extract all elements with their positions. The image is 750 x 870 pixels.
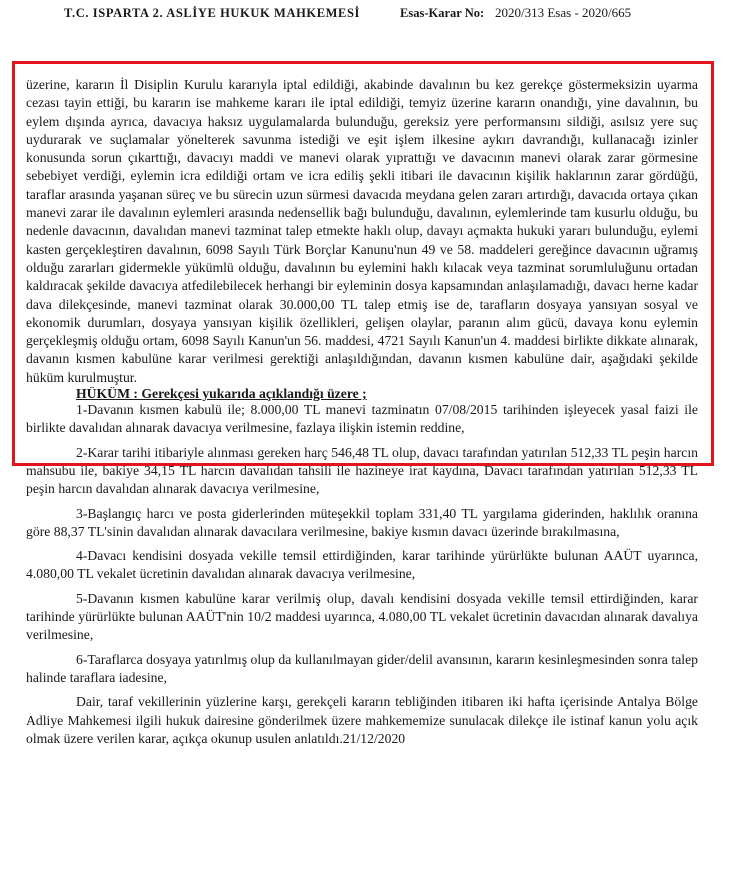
case-number: 2020/313 Esas - 2020/665 (495, 5, 632, 20)
verdict-item-4: 4-Davacı kendisini dosyada vekille temsil ettirdiğinden, karar tarihinde yürürlükte bulunan AAÜT uyarınca, 4.080,00 TL vekalet ücretinin davalıdan alınarak davacıya verilmesine, (26, 548, 698, 582)
court-title: T.C. ISPARTA 2. ASLİYE HUKUK MAHKEMESİ (64, 6, 361, 20)
verdict-item-3: 3-Başlangıç harcı ve posta giderlerinden müteşekkil toplam 331,40 TL yargılama giderinden, haklılık oranına göre 88,37 TL'sinin davalıdan alınarak davacılara verilmesine, bakiye kısmın davacı üzerinde bırakılmasına, (26, 505, 698, 539)
case-label: Esas-Karar No: (400, 6, 485, 20)
verdict-item-6: 6-Taraflarca dosyaya yatırılmış olup da kullanılmayan gider/delil avansının, kararın kesinleşmesinden sonra talep halinde taraflara iadesine, (26, 651, 698, 685)
verdict-item-1: 1-Davanın kısmen kabulü ile; 8.000,00 TL manevi tazminatın 07/08/2015 tarihinden işleyecek yasal faizi ile birlikte davalıdan alınarak davacıya verilmesine, fazlaya ilişkin istemin reddine, (26, 402, 698, 436)
verdict-heading: HÜKÜM : Gerekçesi yukarıda açıklandığı üzere ; (76, 387, 367, 402)
highlight-rectangle (12, 61, 714, 466)
reasoning-paragraph: üzerine, kararın İl Disiplin Kurulu kararıyla iptal edildiği, akabinde davalının bu kez gerekçe göstermeksizin uyarma cezası tayin ettiği, bu kararın ise mahkeme kararı ile iptal edildiği, temyiz üzerine kararın onandığı, yine davalının, bu eylem dışında ayrıca, davacıya haksız uygulamalarda bulunduğu, gereksiz yere performansını sildiği, asılsız yere suç uydurarak ve suçlamalar yönelterek savunma istediği ve eşit işlem ilkesine aykırı davrandığı, kullanacağı izinler konusunda sorun çıkarttığı, davacıyı maddi ve manevi olarak yıprattığı ve davacının manevi olarak zarar görmesine sebebiyet verdiği, eylemin icra edildiği ortam ve icra ediliş şekli itibari ile davacının kişilik haklarının zarar gördüğü, taraflar arasında yaşanan süreç ve bu sürecin uzun sürmesi davacıda meydana gelen zararı artırdığı, davacıda ortaya çıkan manevi zarar ile davalının eylemleri arasında nedensellik bağı bulunduğu, davalının, eylemlerinde tam kusurlu olduğu, bu nedenle davacının, davalıdan manevi tazminat talep etmekte haklı olup, davayı açmakta hukuki yararı bulunduğu, eylemi kasten gerçekleştiren davalının, 6098 Sayılı Türk Borçlar Kanunu'nun 49 ve 58. maddeleri gereğince davacının uğramış olduğu zararları gidermekle yükümlü olduğu, davalının bu eylemini haklı kılacak veya tazminat sorumluluğunu ortadan kaldıracak şekilde davacıya atfedilebilecek herhangi bir eyleminin dosya kapsamından anlaşılamadığı, davacı herne kadar dava dilekçesinde, manevi tazminat olarak 30.000,00 TL talep etmiş ise de, tarafların dosyaya yansıyan sosyal ve ekonomik durumları, dosyaya yansıyan kişilik özellikleri, gelişen olaylar, paranın alım gücü, davaya konu eylemin gerçekleşmiş olduğu ortam, 6098 Sayılı Kanun'un 56. maddesi, 4721 Sayılı Kanun'un 4. maddesi birlikte dikkate alınarak, davanın kısmen kabulüne karar verilmesi gerektiği anlaşıldığından, davanın kısmen kabulüne dair, aşağıdaki şekilde hüküm kurulmuştur. (26, 77, 698, 385)
verdict-item-2: 2-Karar tarihi itibariyle alınması gereken harç 546,48 TL olup, davacı tarafından yatırılan 512,33 TL peşin harcın mahsubu ile, bakiye 34,15 TL harcın davalıdan tahsili ile hazineye irat kaydına, Davacı tarafından yatırılan 512,33 TL peşin harcın davalıdan alınarak davacıya verilmesine, (26, 444, 698, 497)
closing-paragraph: Dair, taraf vekillerinin yüzlerine karşı, gerekçeli kararın tebliğinden itibaren iki hafta içerisinde Antalya Bölge Adliye Mahkemesi ilgili hukuk dairesine gönderilmek üzere mahkememize sunulacak dilekçe ile istinaf kanun yolu açık olmak üzere verilen karar, açıkça okunup usulen anlatıldı.21/12/2020 (26, 694, 698, 746)
document-header (0, 6, 750, 30)
verdict-item-5: 5-Davanın kısmen kabulüne karar verilmiş olup, davalı kendisini dosyada vekille temsil ettirdiğinden, karar tarihinde yürürlükte bulunan AAÜT'nin 10/2 maddesi uyarınca, 4.080,00 TL vekalet ücretinin davacıdan alınarak davalıya verilmesine, (26, 590, 698, 643)
